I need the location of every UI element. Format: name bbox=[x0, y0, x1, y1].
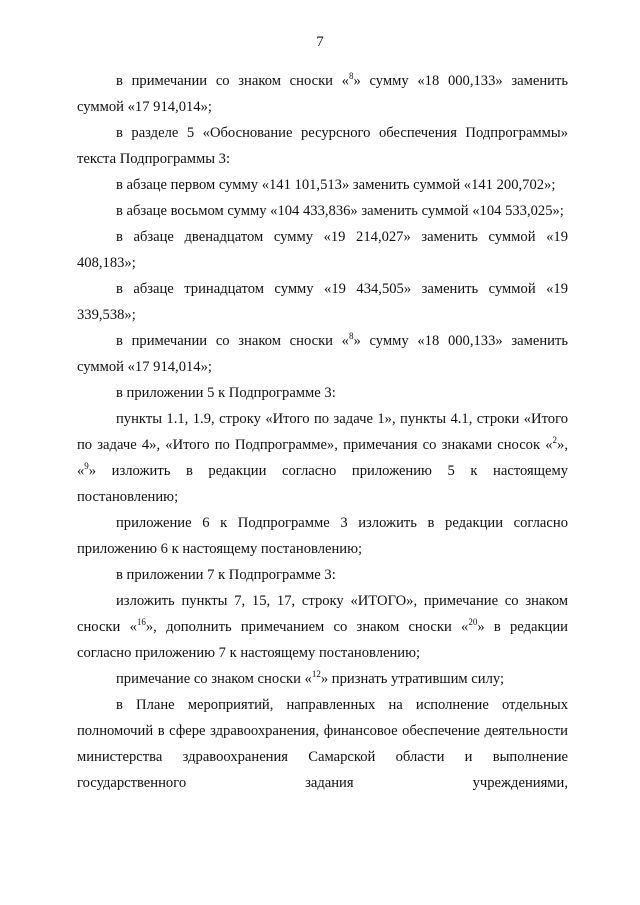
paragraph-1: в примечании со знаком сноски «$^8$» сумму «18 000,133» заменить суммой «17 914,014»; bbox=[77, 71, 568, 115]
paragraph-2: в разделе 5 «Обоснование ресурсного обеспечения Подпрограммы» текста Подпрограммы 3: bbox=[77, 125, 568, 167]
paragraph-13: примечание со знаком сноски «$^{12}$» признать утратившим силу; bbox=[116, 669, 505, 687]
page-number: 7 bbox=[316, 34, 324, 50]
paragraph-9: пункты 1.1, 1.9, строку «Итого по задаче 1», пункты 4.1, строки «Итого по задаче 4», «Итого по Подпрограмме», примечания со знаками сносок «$^2$», «$^9$» изложить в редакции согласно приложению 5 к настоящему постановлению; bbox=[77, 411, 568, 505]
paragraph-7: в примечании со знаком сноски «$^8$» сумму «18 000,133» заменить суммой «17 914,014»; bbox=[77, 331, 568, 375]
paragraph-11: в приложении 7 к Подпрограмме 3: bbox=[116, 567, 336, 583]
paragraph-4: в абзаце восьмом сумму «104 433,836» заменить суммой «104 533,025»; bbox=[116, 203, 564, 219]
paragraph-10: приложение 6 к Подпрограмме 3 изложить в редакции согласно приложению 6 к настоящему постановлению; bbox=[77, 515, 568, 557]
paragraph-5: в абзаце двенадцатом сумму «19 214,027» заменить суммой «19 408,183»; bbox=[77, 229, 568, 271]
paragraph-6: в абзаце тринадцатом сумму «19 434,505» заменить суммой «19 339,538»; bbox=[77, 281, 568, 323]
paragraph-8: в приложении 5 к Подпрограмме 3: bbox=[116, 385, 336, 401]
paragraph-12: изложить пункты 7, 15, 17, строку «ИТОГО», примечание со знаком сноски «$^{16}$», дополнить примечанием со знаком сноски «$^{20}$» в редакции согласно приложению 7 к настоящему постановлению; bbox=[77, 593, 568, 661]
paragraph-14: в Плане мероприятий, направленных на исполнение отдельных полномочий в сфере здравоохранения, финансовое обеспечение деятельности министерства здравоохранения Самарской области и выполнение государственного задания учреждениями, bbox=[77, 697, 568, 791]
paragraph-3: в абзаце первом сумму «141 101,513» заменить суммой «141 200,702»; bbox=[116, 177, 556, 193]
document-body bbox=[77, 68, 568, 796]
